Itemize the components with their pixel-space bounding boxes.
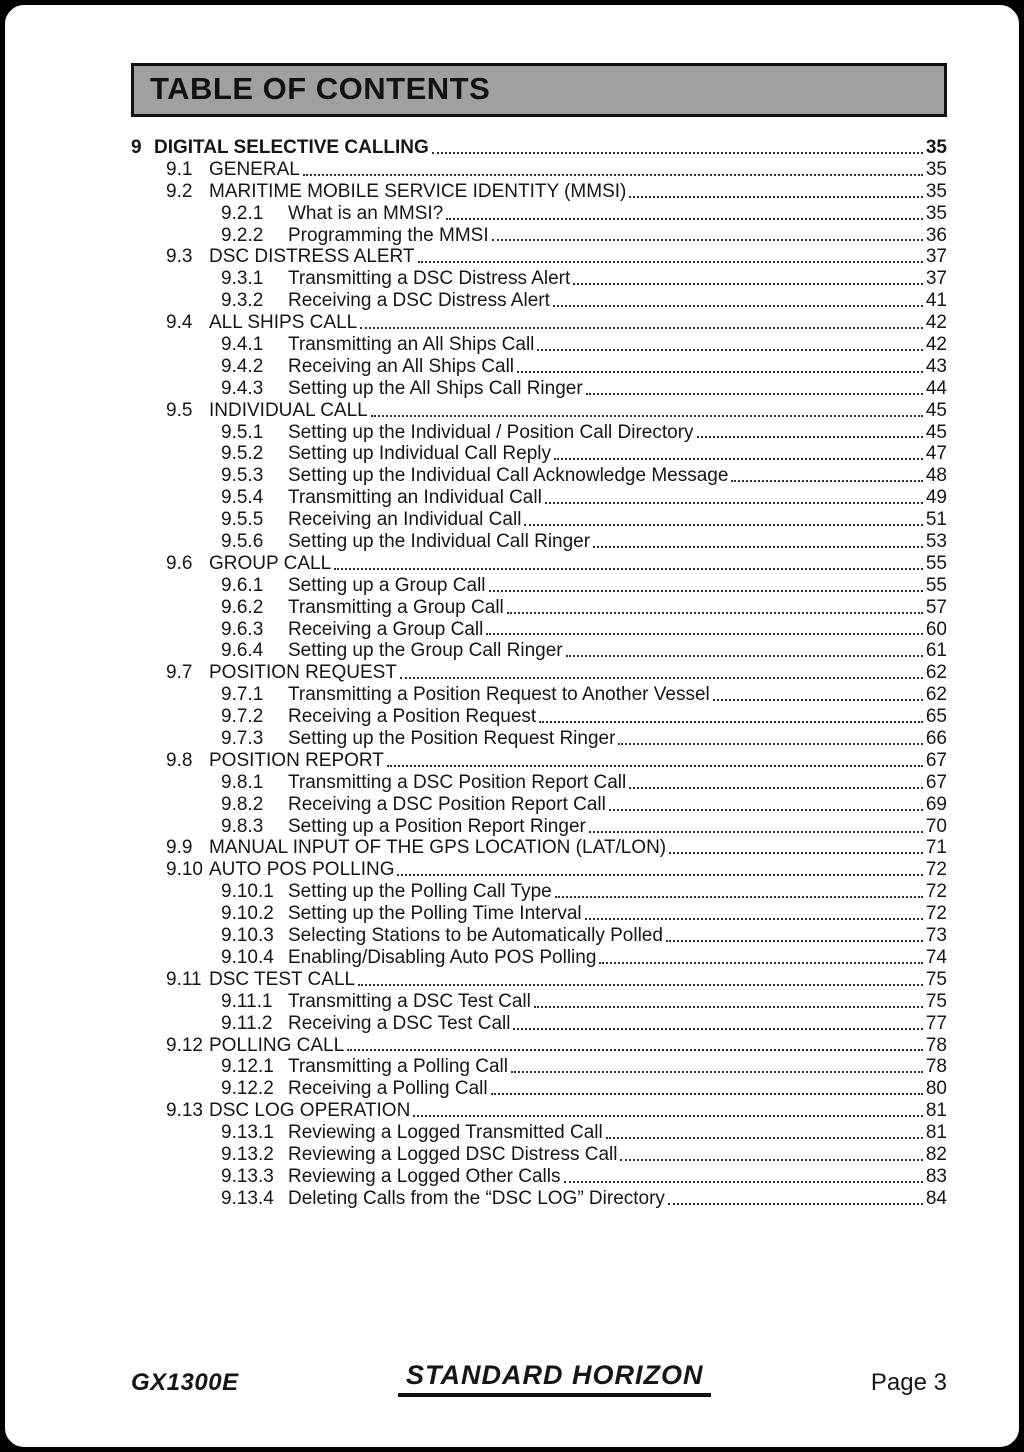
toc-entry-title: Transmitting an All Ships Call [288, 334, 535, 355]
toc-entry-number: 9.13.4 [221, 1187, 274, 1209]
dot-leader [486, 633, 922, 635]
toc-entry-number: 9.8.2 [221, 793, 264, 815]
toc-entry [131, 334, 947, 356]
toc-entry [131, 1056, 947, 1078]
toc-entry-title: POSITION REQUEST [209, 662, 397, 684]
toc-entry-title: POLLING CALL [209, 1034, 345, 1056]
toc-entry [131, 991, 947, 1013]
toc-entry-number: 9.5 [166, 399, 193, 421]
toc-entry-number: 9.11.2 [221, 1012, 273, 1034]
toc-entry-page: 60 [925, 618, 947, 640]
toc-entry-number: 9.10 [166, 859, 203, 881]
toc-entry-page: 37 [925, 246, 947, 268]
toc-entry-number: 9.8.3 [221, 815, 264, 837]
dot-leader [593, 546, 923, 548]
toc-entry-title: Receiving a DSC Distress Alert [288, 290, 550, 312]
toc-entry-page: 49 [925, 487, 947, 509]
toc-entry-page: 82 [925, 1143, 947, 1165]
dot-leader [492, 239, 923, 241]
toc-entry-page: 62 [925, 662, 947, 684]
toc-entry [131, 181, 947, 203]
toc-entry-title: Setting up the Individual / Position Call Directory [288, 421, 694, 443]
dot-leader [489, 590, 923, 592]
toc-entry [131, 312, 947, 334]
toc-entry-title: Deleting Calls from the “DSC LOG” Directory [288, 1187, 665, 1209]
dot-leader [400, 677, 923, 679]
toc-entry-title: Setting up the Polling Time Interval [288, 903, 582, 925]
toc-entry-page: 75 [925, 990, 947, 1012]
dot-leader [606, 1137, 923, 1139]
toc-entry [131, 203, 947, 225]
toc-entry-page: 67 [925, 749, 947, 771]
toc-entry-title: DSC TEST CALL [209, 968, 356, 990]
toc-entry-page: 69 [925, 793, 947, 815]
page-content [5, 5, 1019, 1210]
toc-entry-title: GROUP CALL [209, 552, 332, 574]
toc-entry-number: 9.5.3 [221, 465, 264, 487]
dot-leader [629, 787, 923, 789]
toc-entry-number: 9.8 [166, 749, 193, 771]
dot-leader [668, 1203, 923, 1205]
toc-entry [131, 465, 947, 487]
toc-entry [131, 400, 947, 422]
toc-entry-page: 42 [925, 334, 947, 355]
toc-entry-page: 66 [925, 728, 947, 750]
toc-entry [131, 422, 947, 444]
dot-leader [553, 305, 923, 307]
toc-entry-page: 67 [925, 771, 947, 793]
dot-leader [697, 436, 923, 438]
toc-entry-number: 9.5.4 [221, 487, 264, 509]
toc-entry-number: 9.6.2 [221, 596, 264, 618]
toc-entry [131, 531, 947, 553]
table-of-contents [131, 137, 947, 1210]
toc-entry-title: DSC DISTRESS ALERT [209, 246, 415, 268]
dot-leader [545, 502, 923, 504]
toc-entry-page: 78 [925, 1056, 947, 1078]
toc-entry-number: 9.3 [166, 246, 193, 268]
toc-entry-page: 78 [925, 1034, 947, 1056]
toc-entry-title: Receiving a Polling Call [288, 1078, 488, 1100]
toc-entry-page: 81 [925, 1122, 947, 1144]
toc-entry-title: Transmitting a DSC Position Report Call [288, 771, 627, 793]
toc-entry-title: Setting up the All Ships Call Ringer [288, 377, 583, 399]
toc-entry [131, 640, 947, 662]
toc-entry [131, 1078, 947, 1100]
toc-entry [131, 816, 947, 838]
toc-entry-title: What is an MMSI? [288, 202, 444, 224]
dot-leader [618, 743, 922, 745]
toc-entry [131, 772, 947, 794]
toc-entry [131, 597, 947, 619]
toc-entry-title: ALL SHIPS CALL [209, 312, 358, 334]
toc-entry-number: 9.11 [166, 968, 202, 990]
toc-entry-page: 65 [925, 706, 947, 728]
dot-leader [669, 852, 923, 854]
page-footer [131, 1360, 947, 1397]
dot-leader [585, 918, 923, 920]
toc-entry-number: 9.10.3 [221, 925, 274, 947]
toc-entry-title: Setting up the Individual Call Ringer [288, 531, 591, 553]
toc-entry [131, 728, 947, 750]
dot-leader [666, 940, 923, 942]
toc-entry-title: Transmitting a DSC Test Call [288, 990, 531, 1012]
toc-entry-page: 35 [925, 202, 947, 224]
toc-entry-page: 80 [925, 1078, 947, 1100]
toc-entry [131, 1144, 947, 1166]
toc-entry-title: AUTO POS POLLING [209, 859, 395, 881]
toc-entry [131, 619, 947, 641]
toc-entry-title: Receiving an Individual Call [288, 509, 522, 531]
toc-entry-number: 9.6.4 [221, 640, 264, 662]
toc-entry-page: 72 [925, 859, 947, 881]
toc-entry-title: Receiving an All Ships Call [288, 355, 515, 377]
dot-leader [524, 524, 922, 526]
toc-entry-page: 84 [925, 1187, 947, 1209]
toc-entry [131, 509, 947, 531]
toc-entry-page: 81 [925, 1100, 947, 1122]
toc-entry [131, 553, 947, 575]
toc-entry-page: 77 [925, 1012, 947, 1034]
toc-entry-number: 9.5.5 [221, 509, 264, 531]
dot-leader [609, 809, 923, 811]
toc-entry-number: 9.13.2 [221, 1143, 274, 1165]
toc-entry-number: 9.2 [166, 180, 193, 202]
toc-entry-title: Programming the MMSI [288, 224, 489, 246]
toc-entry-page: 35 [925, 180, 947, 202]
toc-entry-title: Enabling/Disabling Auto POS Polling [288, 946, 597, 968]
toc-entry-title: DSC LOG OPERATION [209, 1100, 411, 1122]
toc-entry-title: MARITIME MOBILE SERVICE IDENTITY (MMSI) [209, 180, 627, 202]
toc-entry-title: Transmitting a Position Request to Another Vessel [288, 684, 710, 706]
toc-entry-title: Transmitting a Group Call [288, 596, 504, 618]
dot-leader [334, 568, 923, 570]
toc-entry-title: Setting up a Group Call [288, 574, 486, 596]
toc-entry-page: 55 [925, 574, 947, 596]
dot-leader [573, 283, 923, 285]
dot-leader [360, 327, 923, 329]
toc-entry-number: 9.6 [166, 552, 193, 574]
toc-entry-number: 9.8.1 [221, 771, 264, 793]
toc-entry-number: 9.4.1 [221, 334, 264, 355]
toc-entry [131, 859, 947, 881]
toc-entry-number: 9.4.3 [221, 377, 264, 399]
dot-leader [432, 152, 923, 154]
dot-leader [517, 371, 923, 373]
toc-entry-number: 9.10.1 [221, 881, 274, 903]
toc-entry [131, 1035, 947, 1057]
dot-leader [446, 218, 923, 220]
toc-entry [131, 881, 947, 903]
toc-entry [131, 969, 947, 991]
toc-entry-page: 72 [925, 881, 947, 903]
toc-entry-number: 9.13.1 [221, 1122, 274, 1144]
toc-entry [131, 794, 947, 816]
toc-entry-number: 9.1 [166, 158, 193, 180]
toc-entry-page: 72 [925, 903, 947, 925]
dot-leader [371, 415, 923, 417]
toc-entry-title: Transmitting a DSC Distress Alert [288, 268, 571, 290]
toc-entry-page: 35 [925, 158, 947, 180]
toc-entry [131, 903, 947, 925]
dot-leader [387, 765, 923, 767]
page-number: Page 3 [870, 1369, 947, 1396]
toc-entry-title: Setting up a Position Report Ringer [288, 815, 586, 837]
dot-leader [554, 458, 923, 460]
dot-leader [513, 1028, 922, 1030]
toc-entry [131, 137, 947, 159]
toc-entry-number: 9.13.3 [221, 1165, 274, 1187]
dot-leader [358, 984, 923, 986]
toc-entry-page: 74 [925, 946, 947, 968]
dot-leader [731, 480, 922, 482]
toc-entry-page: 83 [925, 1165, 947, 1187]
toc-entry [131, 838, 947, 860]
toc-entry-title: Transmitting an Individual Call [288, 487, 542, 509]
toc-entry [131, 487, 947, 509]
toc-entry [131, 575, 947, 597]
toc-entry [131, 356, 947, 378]
toc-entry-page: 57 [925, 596, 947, 618]
toc-entry-title: Setting up the Position Request Ringer [288, 728, 616, 750]
toc-entry-page: 75 [925, 968, 947, 990]
toc-entry-page: 61 [925, 640, 947, 662]
page-title [131, 63, 947, 117]
toc-entry-title: POSITION REPORT [209, 749, 384, 771]
toc-entry-title: INDIVIDUAL CALL [209, 399, 368, 421]
toc-entry [131, 706, 947, 728]
toc-entry-page: 71 [925, 837, 947, 859]
toc-entry-title: Reviewing a Logged DSC Distress Call [288, 1143, 618, 1165]
toc-entry [131, 947, 947, 969]
toc-entry-number: 9.9 [166, 837, 193, 859]
toc-entry-page: 42 [925, 312, 947, 334]
toc-entry-page: 35 [925, 136, 947, 158]
dot-leader [555, 896, 923, 898]
toc-entry-page: 55 [925, 552, 947, 574]
toc-entry-number: 9.2.1 [221, 202, 264, 224]
toc-entry-number: 9.6.1 [221, 574, 264, 596]
toc-entry-number: 9.4 [166, 312, 193, 334]
dot-leader [589, 831, 923, 833]
dot-leader [491, 1093, 923, 1095]
toc-entry-title: Transmitting a Polling Call [288, 1056, 508, 1078]
toc-entry-number: 9.13 [166, 1100, 203, 1122]
toc-entry-page: 45 [925, 421, 947, 443]
dot-leader [303, 174, 923, 176]
toc-entry [131, 268, 947, 290]
toc-entry-number: 9 [131, 136, 142, 158]
dot-leader [599, 962, 922, 964]
toc-entry-number: 9.3.2 [221, 290, 264, 312]
dot-leader [586, 393, 923, 395]
toc-entry-page: 53 [925, 531, 947, 553]
toc-entry-page: 48 [925, 465, 947, 487]
toc-entry-page: 41 [925, 290, 947, 312]
toc-entry-page: 62 [925, 684, 947, 706]
dot-leader [620, 1159, 922, 1161]
dot-leader [713, 699, 923, 701]
toc-entry-number: 9.7 [166, 662, 193, 684]
page-title-text: TABLE OF CONTENTS [150, 71, 491, 106]
toc-entry-number: 9.5.2 [221, 443, 264, 465]
toc-entry-number: 9.11.1 [221, 990, 273, 1012]
brand-logo: STANDARD HORIZON [398, 1360, 711, 1397]
toc-entry-title: Receiving a Group Call [288, 618, 484, 640]
toc-entry-title: Reviewing a Logged Transmitted Call [288, 1122, 603, 1144]
dot-leader [564, 1181, 923, 1183]
toc-entry-title: Setting up the Group Call Ringer [288, 640, 563, 662]
toc-entry [131, 1188, 947, 1210]
toc-entry [131, 246, 947, 268]
toc-entry [131, 684, 947, 706]
dot-leader [413, 1115, 923, 1117]
toc-entry-number: 9.7.3 [221, 728, 264, 750]
dot-leader [539, 721, 923, 723]
toc-entry-number: 9.12 [166, 1034, 203, 1056]
toc-entry-title: GENERAL [209, 158, 300, 180]
dot-leader [566, 655, 923, 657]
toc-entry-page: 37 [925, 268, 947, 290]
toc-entry-title: Reviewing a Logged Other Calls [288, 1165, 561, 1187]
toc-entry-page: 70 [925, 815, 947, 837]
toc-entry-title: Receiving a Position Request [288, 706, 537, 728]
dot-leader [534, 1006, 923, 1008]
toc-entry [131, 662, 947, 684]
toc-entry-number: 9.12.2 [221, 1078, 274, 1100]
toc-entry-page: 43 [925, 355, 947, 377]
toc-entry-number: 9.5.6 [221, 531, 264, 553]
toc-entry [131, 1122, 947, 1144]
toc-entry-number: 9.7.2 [221, 706, 264, 728]
toc-entry-title: Selecting Stations to be Automatically Polled [288, 925, 663, 947]
toc-entry-title: MANUAL INPUT OF THE GPS LOCATION (LAT/LON) [209, 837, 667, 859]
toc-entry-number: 9.12.1 [221, 1056, 274, 1078]
toc-entry [131, 1100, 947, 1122]
toc-entry-title: Setting up the Individual Call Acknowledge Message [288, 465, 729, 487]
toc-entry-page: 36 [925, 224, 947, 246]
toc-entry-page: 45 [925, 399, 947, 421]
toc-entry-page: 47 [925, 443, 947, 465]
toc-entry-page: 73 [925, 925, 947, 947]
dot-leader [418, 261, 923, 263]
toc-entry [131, 159, 947, 181]
dot-leader [537, 349, 922, 351]
dot-leader [397, 874, 922, 876]
toc-entry-number: 9.6.3 [221, 618, 264, 640]
toc-entry-number: 9.10.2 [221, 903, 274, 925]
toc-entry-title: Receiving a DSC Position Report Call [288, 793, 606, 815]
toc-entry-number: 9.7.1 [221, 684, 264, 706]
dot-leader [629, 196, 923, 198]
toc-entry-number: 9.4.2 [221, 355, 264, 377]
toc-entry-number: 9.3.1 [221, 268, 264, 290]
toc-entry-page: 51 [925, 509, 947, 531]
toc-entry-number: 9.5.1 [221, 421, 264, 443]
toc-entry [131, 1166, 947, 1188]
toc-entry-title: Setting up the Polling Call Type [288, 881, 552, 903]
toc-entry [131, 290, 947, 312]
dot-leader [347, 1049, 923, 1051]
toc-entry-title: Setting up Individual Call Reply [288, 443, 551, 465]
toc-entry-number: 9.2.2 [221, 224, 264, 246]
dot-leader [511, 1071, 923, 1073]
toc-entry [131, 378, 947, 400]
toc-entry-number: 9.10.4 [221, 946, 274, 968]
toc-entry [131, 225, 947, 247]
toc-entry-title: DIGITAL SELECTIVE CALLING [154, 136, 429, 158]
toc-entry-title: Receiving a DSC Test Call [288, 1012, 511, 1034]
toc-entry [131, 750, 947, 772]
toc-entry [131, 443, 947, 465]
toc-entry [131, 925, 947, 947]
toc-entry-page: 44 [925, 377, 947, 399]
toc-entry [131, 1013, 947, 1035]
dot-leader [507, 612, 923, 614]
model-label: GX1300E [131, 1369, 239, 1396]
